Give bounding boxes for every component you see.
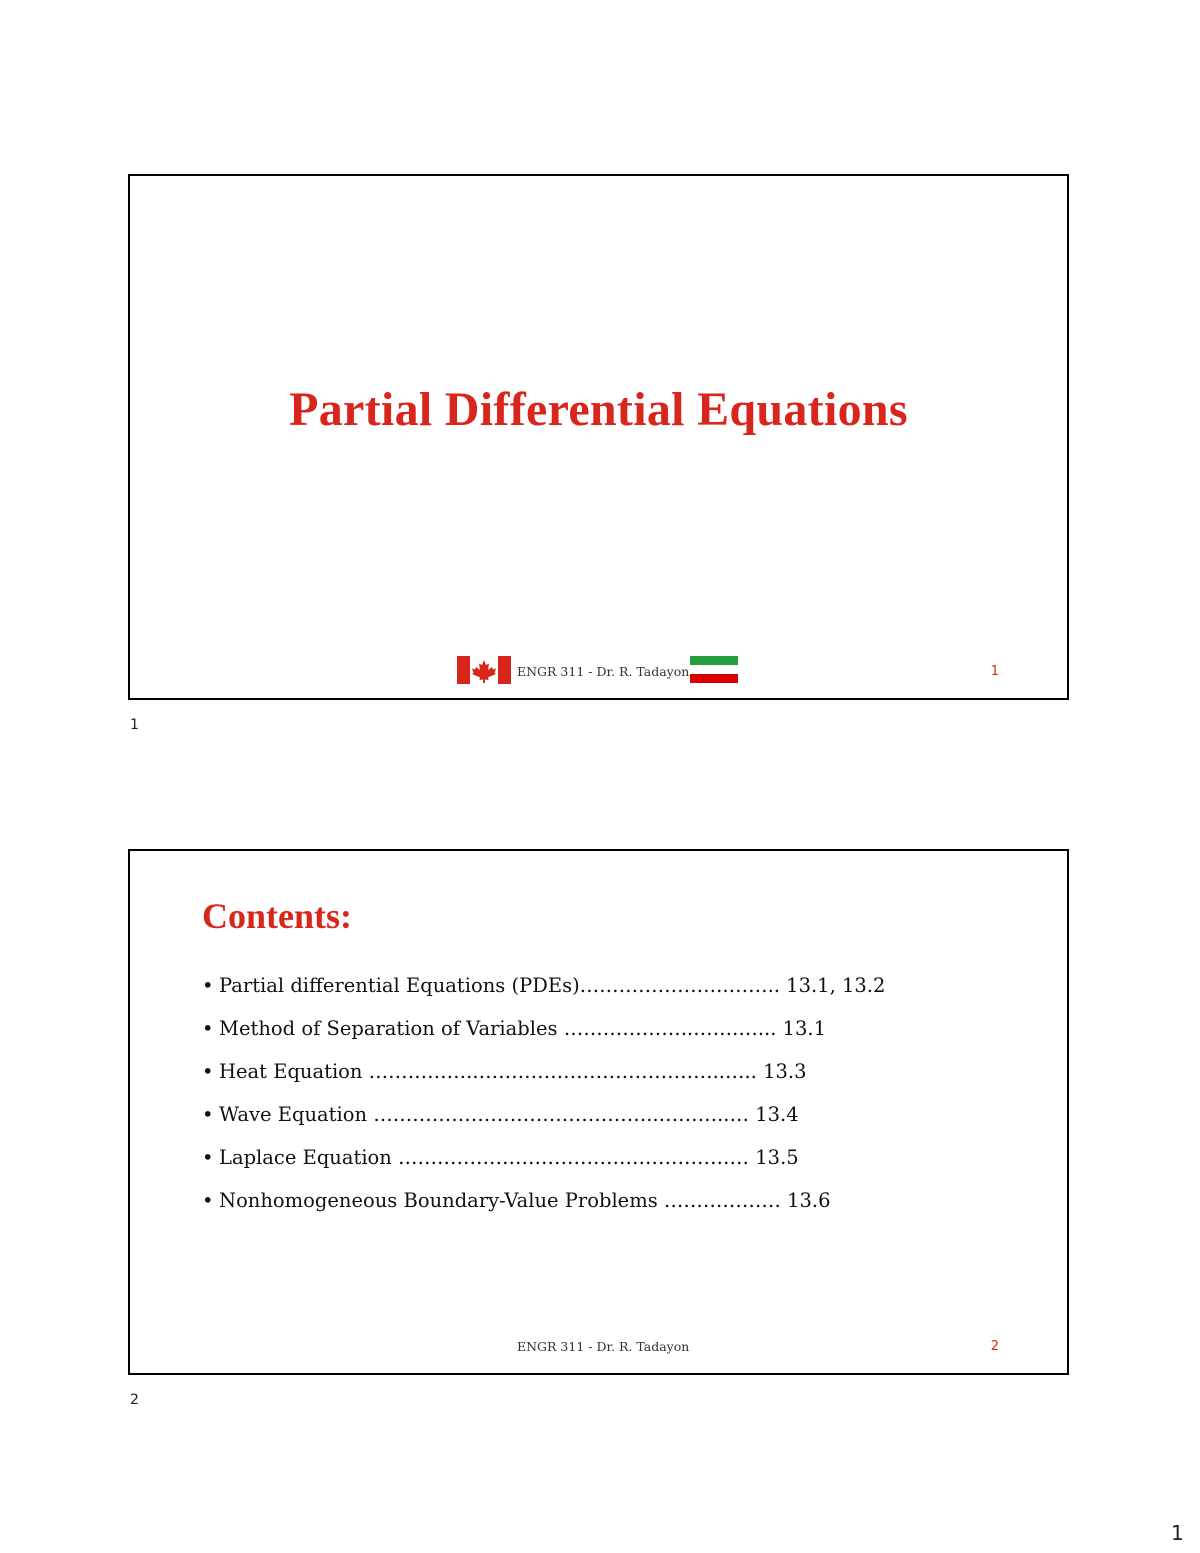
slide-footer: [130, 1331, 1067, 1361]
slide-footer: [130, 656, 1067, 686]
bullet-icon: •: [202, 1189, 214, 1212]
slide-title: Partial Differential Equations: [289, 383, 908, 436]
list-item: [202, 1012, 885, 1055]
list-item: [202, 969, 885, 1012]
slide-2: [128, 849, 1069, 1375]
canada-flag-icon: [457, 656, 511, 684]
page-label: 2: [130, 1392, 139, 1408]
iran-flag-icon: [690, 656, 738, 683]
list-item: [202, 1055, 885, 1098]
slide-number: 1: [990, 664, 999, 679]
list-item-text: Partial differential Equations (PDEs)…………………..…….. 13.1, 13.2: [219, 974, 886, 997]
list-item-text: Wave Equation ……………………………………..………..… 13.4: [219, 1103, 799, 1126]
list-item: [202, 1184, 885, 1227]
list-item: [202, 1141, 885, 1184]
contents-heading: Contents:: [202, 896, 352, 936]
bullet-icon: •: [202, 1146, 214, 1169]
list-item-text: Nonhomogeneous Boundary-Value Problems ……………… 13.6: [219, 1189, 831, 1212]
page-label: 1: [130, 717, 139, 733]
footer-text: ENGR 311 - Dr. R. Tadayon: [517, 1339, 690, 1354]
bullet-icon: •: [202, 1103, 214, 1126]
bullet-icon: •: [202, 1060, 214, 1083]
footer-text: ENGR 311 - Dr. R. Tadayon: [517, 664, 690, 679]
list-item-text: Laplace Equation ……………………………………………… 13.5: [219, 1146, 799, 1169]
slide-number: 2: [990, 1339, 999, 1354]
bullet-icon: •: [202, 974, 214, 997]
list-item-text: Method of Separation of Variables ………………..…….…... 13.1: [219, 1017, 827, 1040]
slide-1: [128, 174, 1069, 700]
list-item: [202, 1098, 885, 1141]
contents-list: [202, 969, 885, 1227]
list-item-text: Heat Equation ……………..………………………………..….. 13.3: [219, 1060, 807, 1083]
bullet-icon: •: [202, 1017, 214, 1040]
sheet-page-number: 1: [1171, 1521, 1184, 1545]
